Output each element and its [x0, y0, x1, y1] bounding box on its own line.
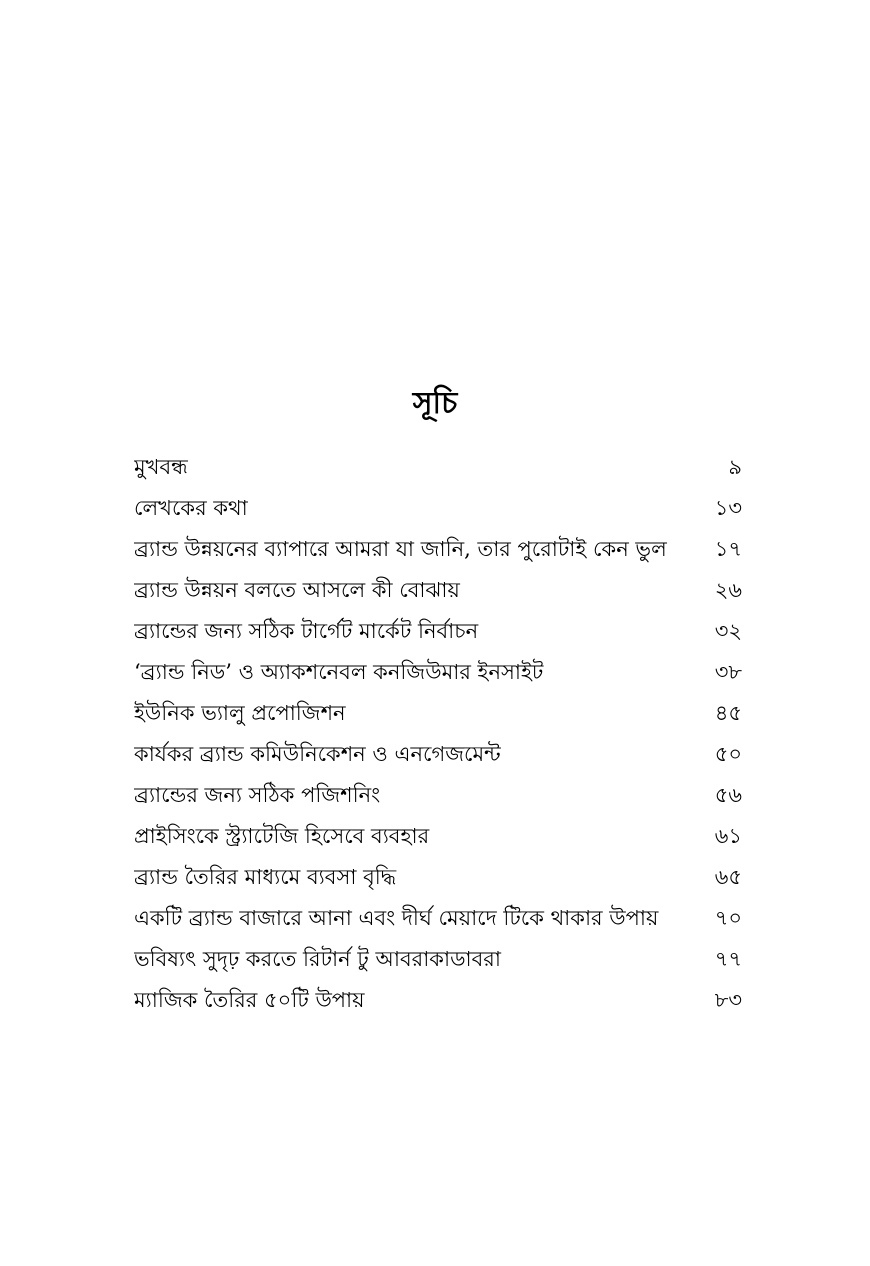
toc-entry-title: প্রাইসিংকে স্ট্র্যাটেজি হিসেবে ব্যবহার: [134, 824, 430, 848]
toc-entry: [134, 857, 742, 898]
toc-entry: [134, 816, 742, 857]
toc-entry-page: ১৭: [714, 537, 742, 561]
toc-entry-title: ইউনিক ভ্যালু প্রপোজিশন: [134, 701, 346, 725]
toc-entry: [134, 775, 742, 816]
toc-entry-title: মুখবন্ধ: [134, 455, 188, 479]
toc-entry: [134, 939, 742, 980]
toc-entry-page: ৬৫: [714, 865, 742, 889]
toc-entry: [134, 611, 742, 652]
toc-entry-page: ৩৮: [714, 660, 742, 684]
toc-entry: [134, 652, 742, 693]
toc-heading: সূচি: [412, 386, 458, 421]
toc-entry-title: ব্র্যান্ডের জন্য সঠিক পজিশনিং: [134, 783, 381, 807]
toc-entry-title: ‘ব্র্যান্ড নিড’ ও অ্যাকশনেবল কনজিউমার ইনসাইট: [134, 660, 544, 684]
toc-entry-page: ৪৫: [714, 701, 742, 725]
toc-entry-page: ২৬: [714, 578, 742, 602]
toc-entry-page: ৩২: [714, 619, 742, 643]
toc-entry-title: ভবিষ্যৎ সুদৃঢ় করতে রিটার্ন টু আবরাকাডাবরা: [134, 947, 501, 971]
toc-entry-page: ৭০: [714, 906, 742, 930]
toc-entry-page: ৯: [728, 455, 742, 479]
toc-entry-title: ব্র্যান্ড উন্নয়নের ব্যাপারে আমরা যা জানি, তার পুরোটাই কেন ভুল: [134, 537, 667, 561]
toc-entry-page: ৮৩: [714, 988, 742, 1012]
toc-entry-page: ৫৬: [714, 783, 742, 807]
toc-entry-title: লেখকের কথা: [134, 496, 248, 520]
toc-entry-title: ব্র্যান্ড উন্নয়ন বলতে আসলে কী বোঝায়: [134, 578, 460, 602]
toc-entry-title: ব্র্যান্ডের জন্য সঠিক টার্গেট মার্কেট নির্বাচন: [134, 619, 479, 643]
toc-entry: [134, 529, 742, 570]
toc-entry: [134, 488, 742, 529]
toc-entry: [134, 570, 742, 611]
toc-entry-title: একটি ব্র্যান্ড বাজারে আনা এবং দীর্ঘ মেয়াদে টিকে থাকার উপায়: [134, 906, 659, 930]
toc-entry: [134, 693, 742, 734]
toc-entry-page: ৬১: [714, 824, 742, 848]
toc-entry: [134, 734, 742, 775]
toc-entry: [134, 447, 742, 488]
toc-entry-page: ৫০: [714, 742, 742, 766]
toc-entry-title: ম্যাজিক তৈরির ৫০টি উপায়: [134, 988, 365, 1012]
toc-entry-title: ব্র্যান্ড তৈরির মাধ্যমে ব্যবসা বৃদ্ধি: [134, 865, 397, 889]
toc-entry: [134, 980, 742, 1021]
toc-entry-title: কার্যকর ব্র্যান্ড কমিউনিকেশন ও এনগেজমেন্ট: [134, 742, 501, 766]
toc-entry-page: ১৩: [714, 496, 742, 520]
toc-entry-page: ৭৭: [714, 947, 742, 971]
toc-list: [134, 447, 742, 1021]
toc-entry: [134, 898, 742, 939]
